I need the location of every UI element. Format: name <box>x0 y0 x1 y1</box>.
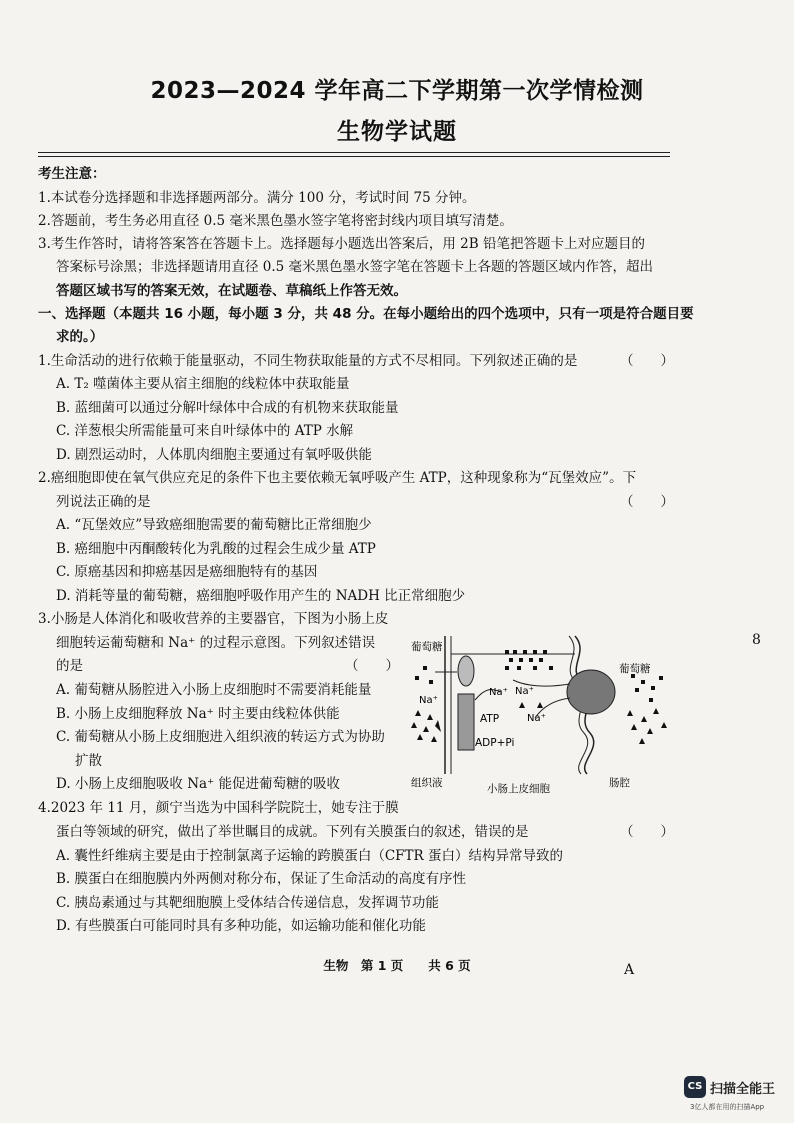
label-tissue-fluid: 组织液 <box>411 777 443 789</box>
version-mark: A <box>624 962 635 978</box>
sodium-lumen <box>627 708 667 744</box>
q1-option-d: D. 剧烈运动时，人体肌肉细胞主要通过有氧呼吸供能 <box>56 447 372 463</box>
margin-mark: 8 <box>752 632 761 648</box>
note-3: 3.考生作答时，请将答案答在答题卡上。选择题每小题选出答案后，用 2B 铅笔把答题卡上对应题目的 <box>38 236 645 252</box>
exam-title: 2023—2024 学年高二下学期第一次学情检测 <box>150 78 644 104</box>
q3-option-c-cont: 扩散 <box>75 753 102 769</box>
sglt-carrier <box>567 670 615 714</box>
q2-answer-blank: （ ） <box>620 494 674 510</box>
q2-option-b: B. 癌细胞中丙酮酸转化为乳酸的过程会生成少量 ATP <box>56 541 376 557</box>
sodium-inside <box>519 702 543 708</box>
q1-option-a: A. T₂ 噬菌体主要从宿主细胞的线粒体中获取能量 <box>56 376 350 392</box>
q3-option-c: C. 葡萄糖从小肠上皮细胞进入组织液的转运方式为协助 <box>56 729 385 745</box>
q1-answer-blank: （ ） <box>620 353 674 369</box>
q3-stem-cont: 细胞转运葡萄糖和 Na⁺ 的过程示意图。下列叙述错误 <box>56 635 376 651</box>
label-glucose-left: 葡萄糖 <box>411 641 443 653</box>
note-3-cont: 答案标号涂黑；非选择题请用直径 0.5 毫米黑色墨水签字笔在答题卡上各题的答题区域内作答，超出 <box>56 259 654 275</box>
header-rule-thin <box>38 156 670 157</box>
q2-stem: 2.癌细胞即使在氧气供应充足的条件下也主要依赖无氧呼吸产生 ATP，这种现象称为“瓦堡效应”。下 <box>38 470 637 486</box>
q3-stem: 3.小肠是人体消化和吸收营养的主要器官，下图为小肠上皮 <box>38 611 389 627</box>
label-lumen: 肠腔 <box>609 777 630 789</box>
q4-option-c: C. 胰岛素通过与其靶细胞膜上受体结合传递信息，发挥调节功能 <box>56 895 439 911</box>
label-epithelial-cell: 小肠上皮细胞 <box>487 783 550 795</box>
q4-option-b: B. 膜蛋白在细胞膜内外两侧对称分布，保证了生命活动的高度有序性 <box>56 871 467 887</box>
q2-option-d: D. 消耗等量的葡萄糖，癌细胞呼吸作用产生的 NADH 比正常细胞少 <box>56 588 466 604</box>
q2-option-c: C. 原癌基因和抑癌基因是癌细胞特有的基因 <box>56 564 318 580</box>
q4-stem: 4.2023 年 11 月，颜宁当选为中国科学院院士，她专注于膜 <box>38 800 399 816</box>
page-footer: 生物 第 1 页 共 6 页 <box>323 958 471 973</box>
q3-stem-cont2: 的是 <box>56 658 83 674</box>
q4-option-a: A. 囊性纤维病主要是由于控制氯离子运输的跨膜蛋白（CFTR 蛋白）结构异常导致的 <box>56 848 563 864</box>
q1-option-b: B. 蓝细菌可以通过分解叶绿体中合成的有机物来获取能量 <box>56 400 399 416</box>
q3-option-b: B. 小肠上皮细胞释放 Na⁺ 时主要由线粒体供能 <box>56 706 340 722</box>
q3-option-d: D. 小肠上皮细胞吸收 Na⁺ 能促进葡萄糖的吸收 <box>56 776 340 792</box>
sodium-tissue <box>411 710 441 742</box>
label-glucose-right: 葡萄糖 <box>619 663 651 675</box>
q1-option-c: C. 洋葱根尖所需能量可来自叶绿体中的 ATP 水解 <box>56 423 354 439</box>
scanner-tagline: 3亿人都在用的扫描App <box>690 1103 765 1111</box>
q4-answer-blank: （ ） <box>620 824 674 840</box>
exam-subject: 生物学试题 <box>337 119 457 145</box>
glucose-carrier <box>458 656 474 686</box>
label-na-3: Na⁺ <box>527 713 546 724</box>
glucose-tissue <box>415 666 433 684</box>
notes-heading: 考生注意： <box>38 166 106 182</box>
note-3-cont2: 答题区域书写的答案无效，在试题卷、草稿纸上作答无效。 <box>56 283 407 299</box>
section-heading-cont: 求的。） <box>56 329 104 345</box>
transport-diagram <box>405 628 675 800</box>
q4-stem-cont: 蛋白等领域的研究，做出了举世瞩目的成就。下列有关膜蛋白的叙述，错误的是 <box>56 824 529 840</box>
q3-option-a: A. 葡萄糖从肠腔进入小肠上皮细胞时不需要消耗能量 <box>56 682 372 698</box>
scanner-name: 扫描全能王 <box>710 1082 776 1097</box>
label-na-4: Na⁺ <box>515 686 534 697</box>
note-1: 1.本试卷分选择题和非选择题两部分。满分 100 分，考试时间 75 分钟。 <box>38 190 476 206</box>
q1-stem: 1.生命活动的进行依赖于能量驱动，不同生物获取能量的方式不尽相同。下列叙述正确的是 <box>38 353 578 369</box>
label-na-1: Na⁺ <box>419 695 438 706</box>
q4-option-d: D. 有些膜蛋白可能同时具有多种功能，如运输功能和催化功能 <box>56 918 426 934</box>
header-rule <box>38 152 670 153</box>
glucose-lumen <box>631 674 663 702</box>
label-adp: ADP+Pi <box>475 737 515 749</box>
note-2: 2.答题前，考生务必用直径 0.5 毫米黑色墨水签字笔将密封线内项目填写清楚。 <box>38 213 513 229</box>
label-atp: ATP <box>480 713 500 725</box>
glucose-inside <box>505 650 553 670</box>
sodium-pump <box>458 694 474 750</box>
q2-stem-cont: 列说法正确的是 <box>56 494 151 510</box>
q3-answer-blank: （ ） <box>345 658 399 674</box>
section-heading: 一、选择题（本题共 16 小题，每小题 3 分，共 48 分。在每小题给出的四个选项中，只有一项是符合题目要 <box>38 306 694 322</box>
q2-option-a: A. “瓦堡效应”导致癌细胞需要的葡萄糖比正常细胞少 <box>56 517 372 533</box>
label-na-2: Na⁺ <box>489 687 508 698</box>
scanner-logo-icon: CS <box>684 1076 706 1098</box>
